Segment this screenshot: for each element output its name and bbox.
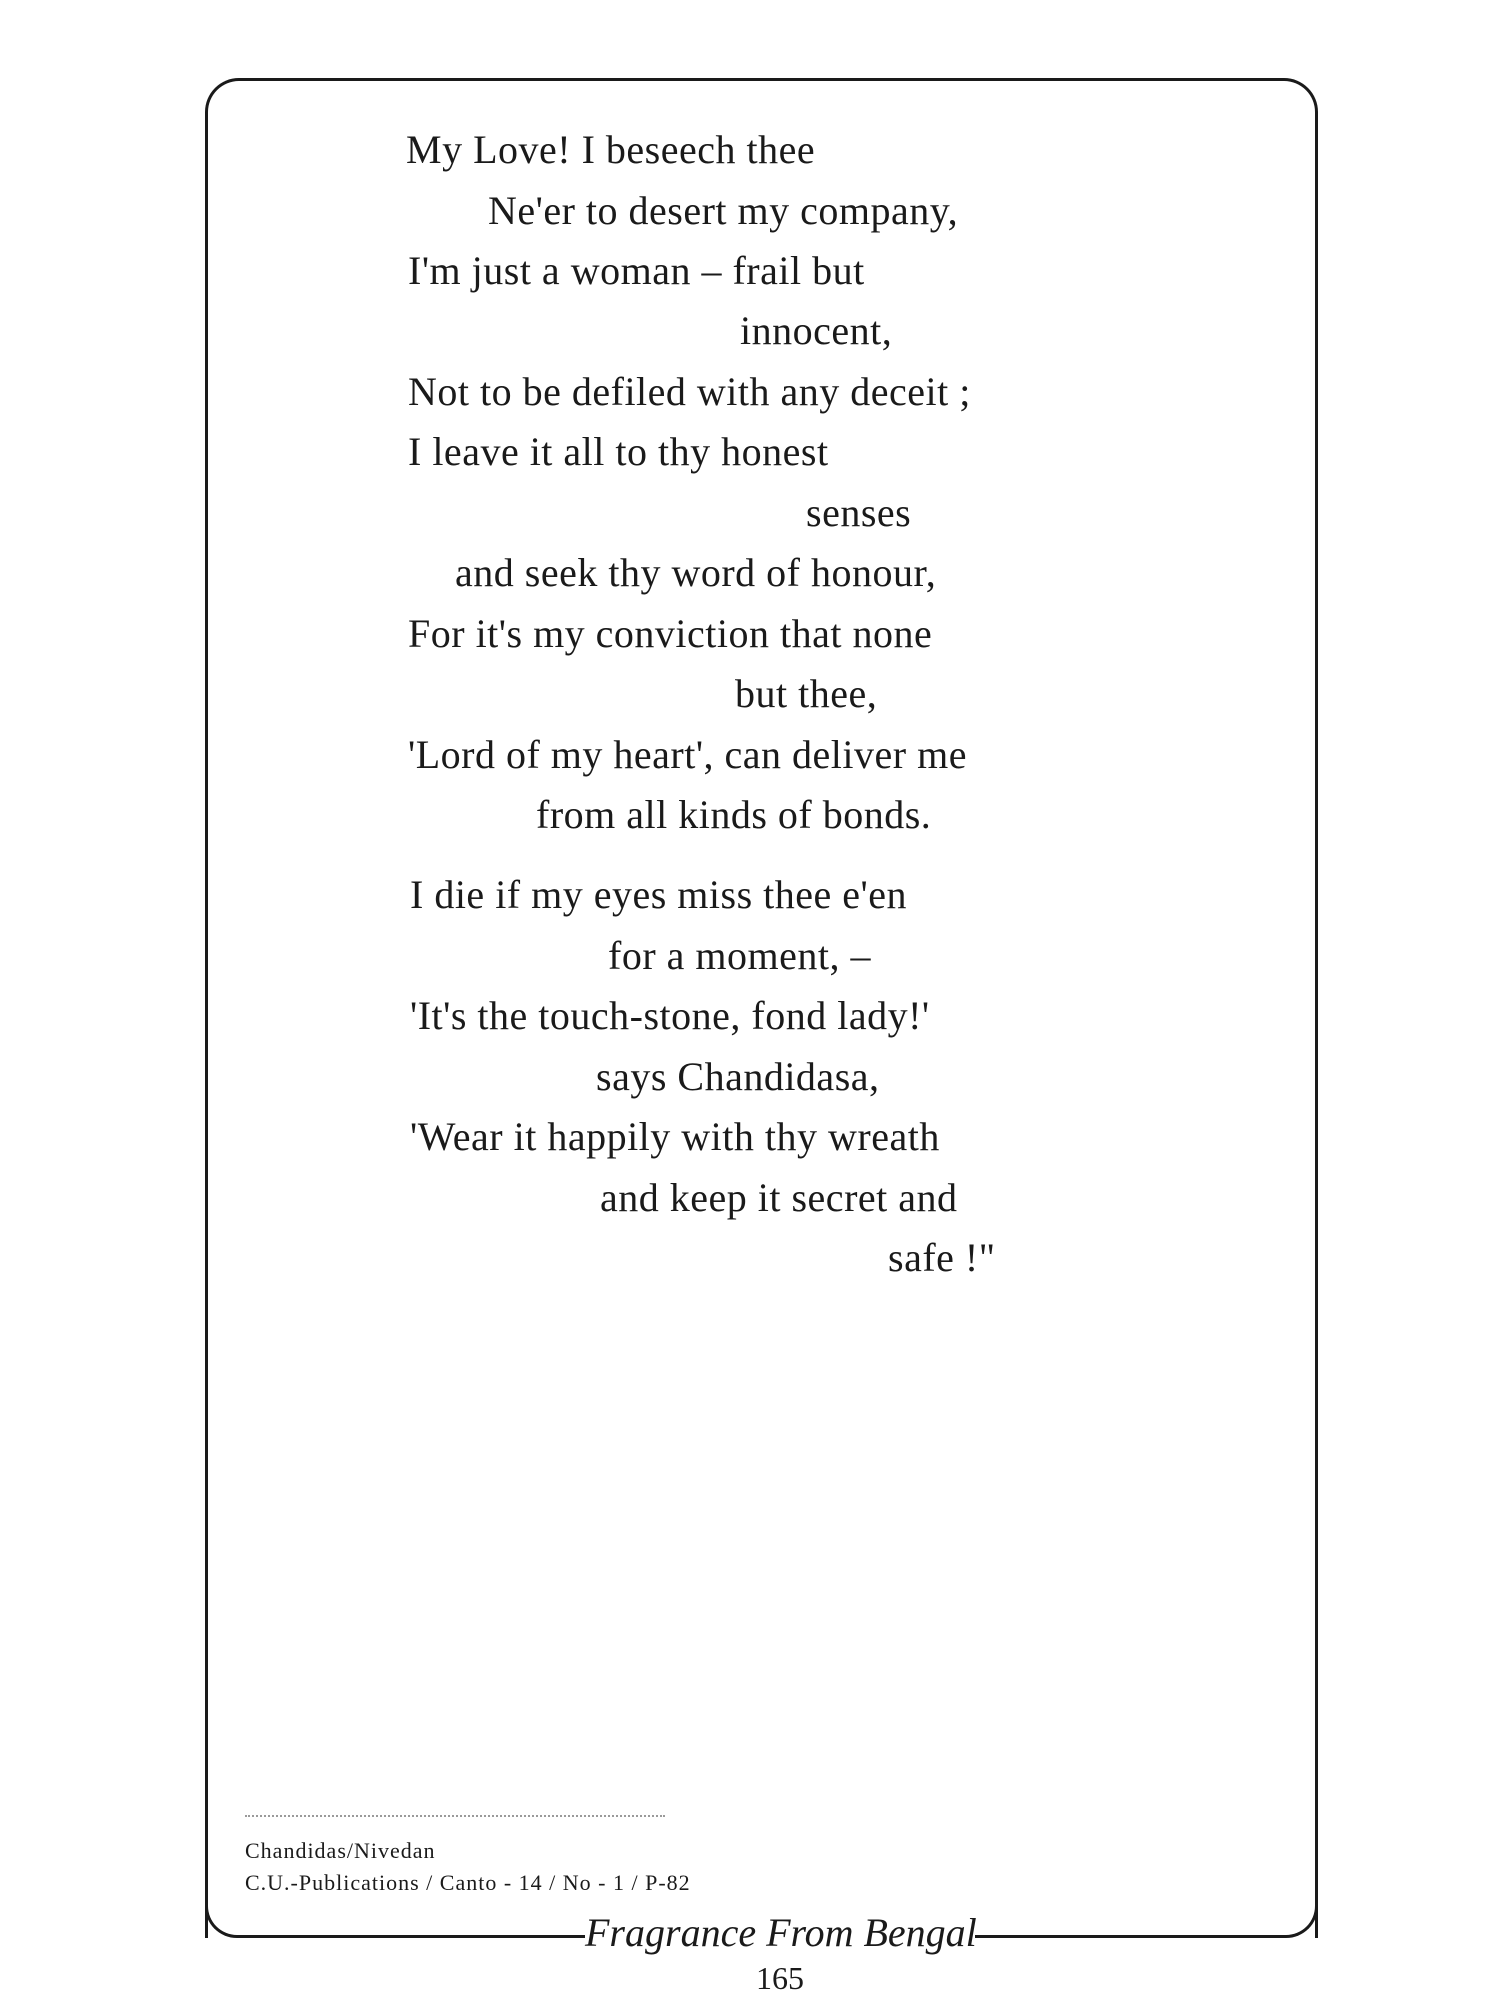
poem-line: from all kinds of bonds. xyxy=(536,792,932,837)
poem-line: says Chandidasa, xyxy=(596,1054,880,1099)
page-border-bottom-right xyxy=(975,1906,1318,1938)
poem-line: Not to be defiled with any deceit ; xyxy=(408,369,971,414)
poem-line: Ne'er to desert my company, xyxy=(488,188,959,233)
poem-line: 'Lord of my heart', can deliver me xyxy=(408,732,967,777)
poem-line: 'Wear it happily with thy wreath xyxy=(410,1114,940,1159)
poem-line: I leave it all to thy honest xyxy=(408,429,829,474)
book-title: Fragrance From Bengal xyxy=(585,1910,977,1955)
poem-line: for a moment, – xyxy=(608,933,871,978)
poem-line: innocent, xyxy=(740,308,893,353)
poem-line: safe !" xyxy=(888,1235,996,1280)
poem-line: My Love! I beseech thee xyxy=(406,127,816,172)
poem-line: For it's my conviction that none xyxy=(408,611,933,656)
page-border-bottom-left xyxy=(205,1906,585,1938)
poem-line: 'It's the touch-stone, fond lady!' xyxy=(410,993,930,1038)
poem-line: senses xyxy=(806,490,912,535)
poem-line: but thee, xyxy=(735,671,878,716)
page-number: 165 xyxy=(756,1960,804,1996)
source-divider xyxy=(245,1815,665,1817)
poem-line: and seek thy word of honour, xyxy=(455,550,937,595)
poem-line: I'm just a woman – frail but xyxy=(408,248,865,293)
source-title: Chandidas/Nivedan xyxy=(245,1838,436,1863)
source-citation: C.U.-Publications / Canto - 14 / No - 1 / P-82 xyxy=(245,1870,691,1895)
poem-line: and keep it secret and xyxy=(600,1175,958,1220)
poem-line: I die if my eyes miss thee e'en xyxy=(410,872,908,917)
